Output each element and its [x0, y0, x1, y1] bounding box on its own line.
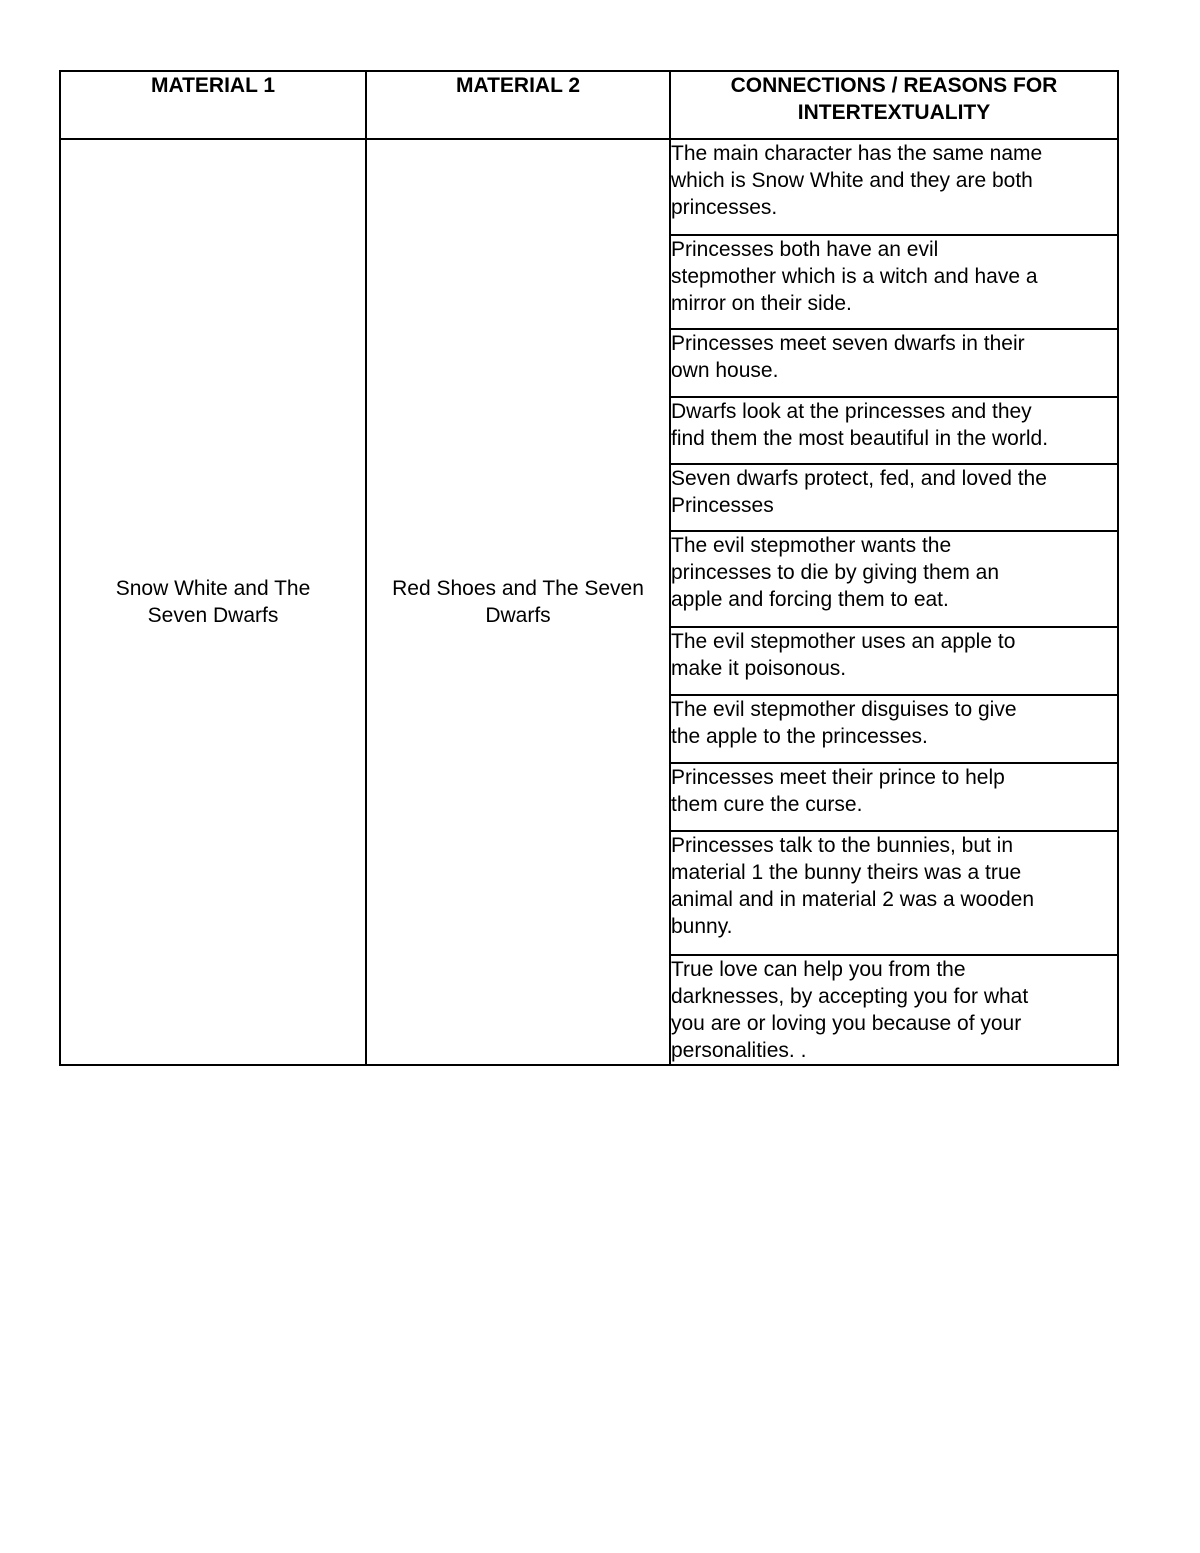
header-connections [670, 71, 1118, 139]
connection-text: animal and in material 2 was a wooden [671, 888, 1035, 911]
connection-cell [670, 831, 1118, 955]
connection-text: True love can help you from the [671, 958, 966, 981]
connection-cell [670, 695, 1118, 763]
connection-cell [670, 531, 1118, 627]
connection-cell [670, 329, 1118, 397]
connection-text: bunny. [671, 915, 733, 938]
connection-text: darknesses, by accepting you for what [671, 985, 1029, 1008]
connection-text: princesses to die by giving them an [671, 561, 1000, 584]
connection-text: you are or loving you because of your [671, 1012, 1022, 1035]
connection-cell [670, 139, 1118, 235]
connection-text: which is Snow White and they are both [671, 169, 1033, 192]
intertextuality-table [59, 70, 1119, 1066]
connection-text: find them the most beautiful in the world. [671, 427, 1049, 450]
connection-text: Princesses talk to the bunnies, but in [671, 834, 1014, 857]
header-row [60, 71, 1118, 139]
material-1-line1: Snow White and The [115, 577, 311, 600]
connection-text: Princesses meet their prince to help [671, 766, 1005, 789]
connection-text: make it poisonous. [671, 657, 847, 680]
connection-text: princesses. [671, 196, 778, 219]
connection-text: The evil stepmother disguises to give [671, 698, 1017, 721]
connection-cell [670, 464, 1118, 531]
connection-text: The main character has the same name [671, 142, 1043, 165]
connection-cell [670, 397, 1118, 464]
connection-text: them cure the curse. [671, 793, 863, 816]
connection-text: personalities. . [671, 1039, 807, 1062]
connection-text: stepmother which is a witch and have a [671, 265, 1038, 288]
connection-text: Princesses both have an evil [671, 238, 939, 261]
table-row [60, 139, 1118, 235]
connection-cell [670, 763, 1118, 831]
material-1-line2: Seven Dwarfs [147, 604, 279, 627]
header-material-1: MATERIAL 1 [60, 71, 366, 139]
connection-text: Seven dwarfs protect, fed, and loved the [671, 467, 1047, 490]
header-connections-line1: CONNECTIONS / REASONS FOR [730, 74, 1058, 97]
connection-text: Princesses meet seven dwarfs in their [671, 332, 1025, 355]
header-connections-line2: INTERTEXTUALITY [797, 101, 991, 124]
header-material-2: MATERIAL 2 [366, 71, 670, 139]
connection-text: own house. [671, 359, 779, 382]
connection-text: mirror on their side. [671, 292, 852, 315]
material-2-line1: Red Shoes and The Seven [392, 577, 644, 600]
material-2-line2: Dwarfs [485, 604, 551, 627]
connection-cell [670, 627, 1118, 695]
material-1-cell [60, 139, 366, 1065]
connection-text: the apple to the princesses. [671, 725, 928, 748]
connection-text: apple and forcing them to eat. [671, 588, 949, 611]
connection-text: Princesses [671, 494, 774, 517]
material-2-cell [366, 139, 670, 1065]
connection-text: Dwarfs look at the princesses and they [671, 400, 1032, 423]
connection-text: The evil stepmother uses an apple to [671, 630, 1016, 653]
connection-cell [670, 235, 1118, 329]
connection-text: material 1 the bunny theirs was a true [671, 861, 1022, 884]
connection-text: The evil stepmother wants the [671, 534, 952, 557]
connection-cell [670, 955, 1118, 1065]
